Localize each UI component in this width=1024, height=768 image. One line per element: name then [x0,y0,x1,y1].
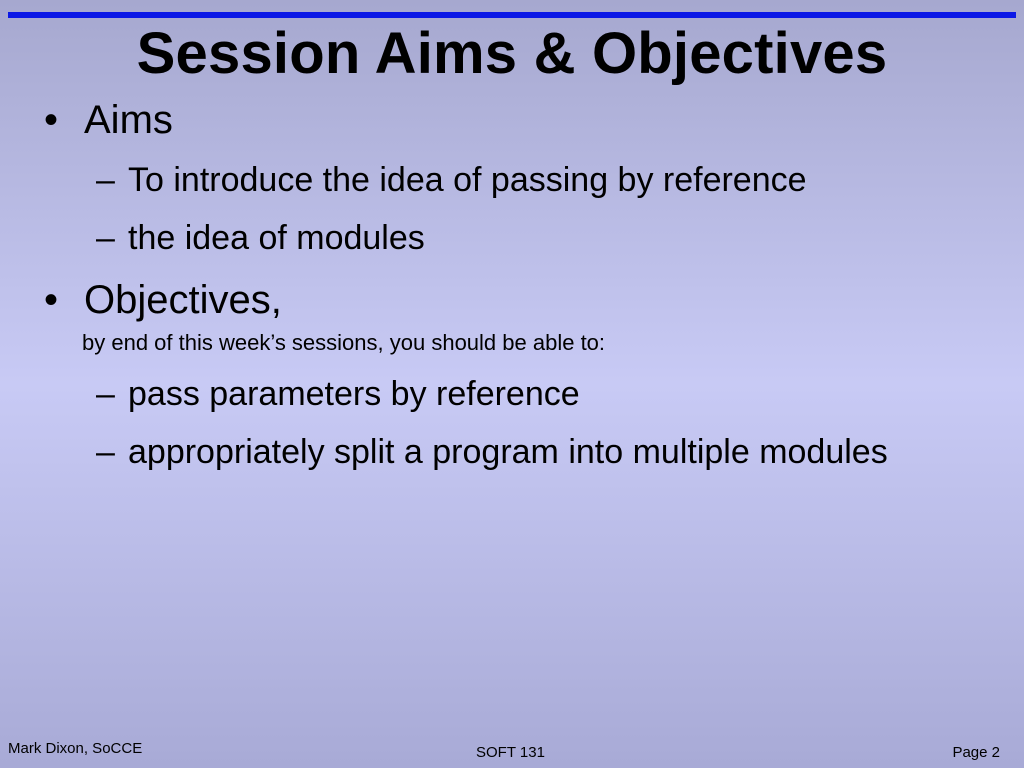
footer-page-number: Page 2 [952,744,1000,761]
bullet-aims [44,96,173,144]
footer-author: Mark Dixon, SoCCE [8,740,143,757]
bullet-dot: • [44,98,59,142]
objectives-item-text: pass parameters by reference [128,375,580,413]
objectives-intro: by end of this week’s sessions, you should be able to: [82,330,606,355]
aims-item-text: the idea of modules [128,219,425,257]
aims-item-text: To introduce the idea of passing by reference [128,161,807,199]
objectives-item [96,374,580,414]
aims-item [96,218,425,258]
objectives-heading: Objectives, [84,278,282,322]
bullet-dot: • [44,278,59,322]
dash-marker: – [96,433,115,471]
footer-course: SOFT 131 [476,744,545,761]
aims-item [96,160,807,200]
bullet-objectives [44,276,282,324]
dash-marker: – [96,161,115,199]
objectives-item [96,432,896,472]
slide-title: Session Aims & Objectives [136,21,888,86]
dash-marker: – [96,219,115,257]
aims-heading: Aims [84,98,173,142]
dash-marker: – [96,375,115,413]
objectives-item-text: appropriately split a program into multiple modules [128,433,888,471]
